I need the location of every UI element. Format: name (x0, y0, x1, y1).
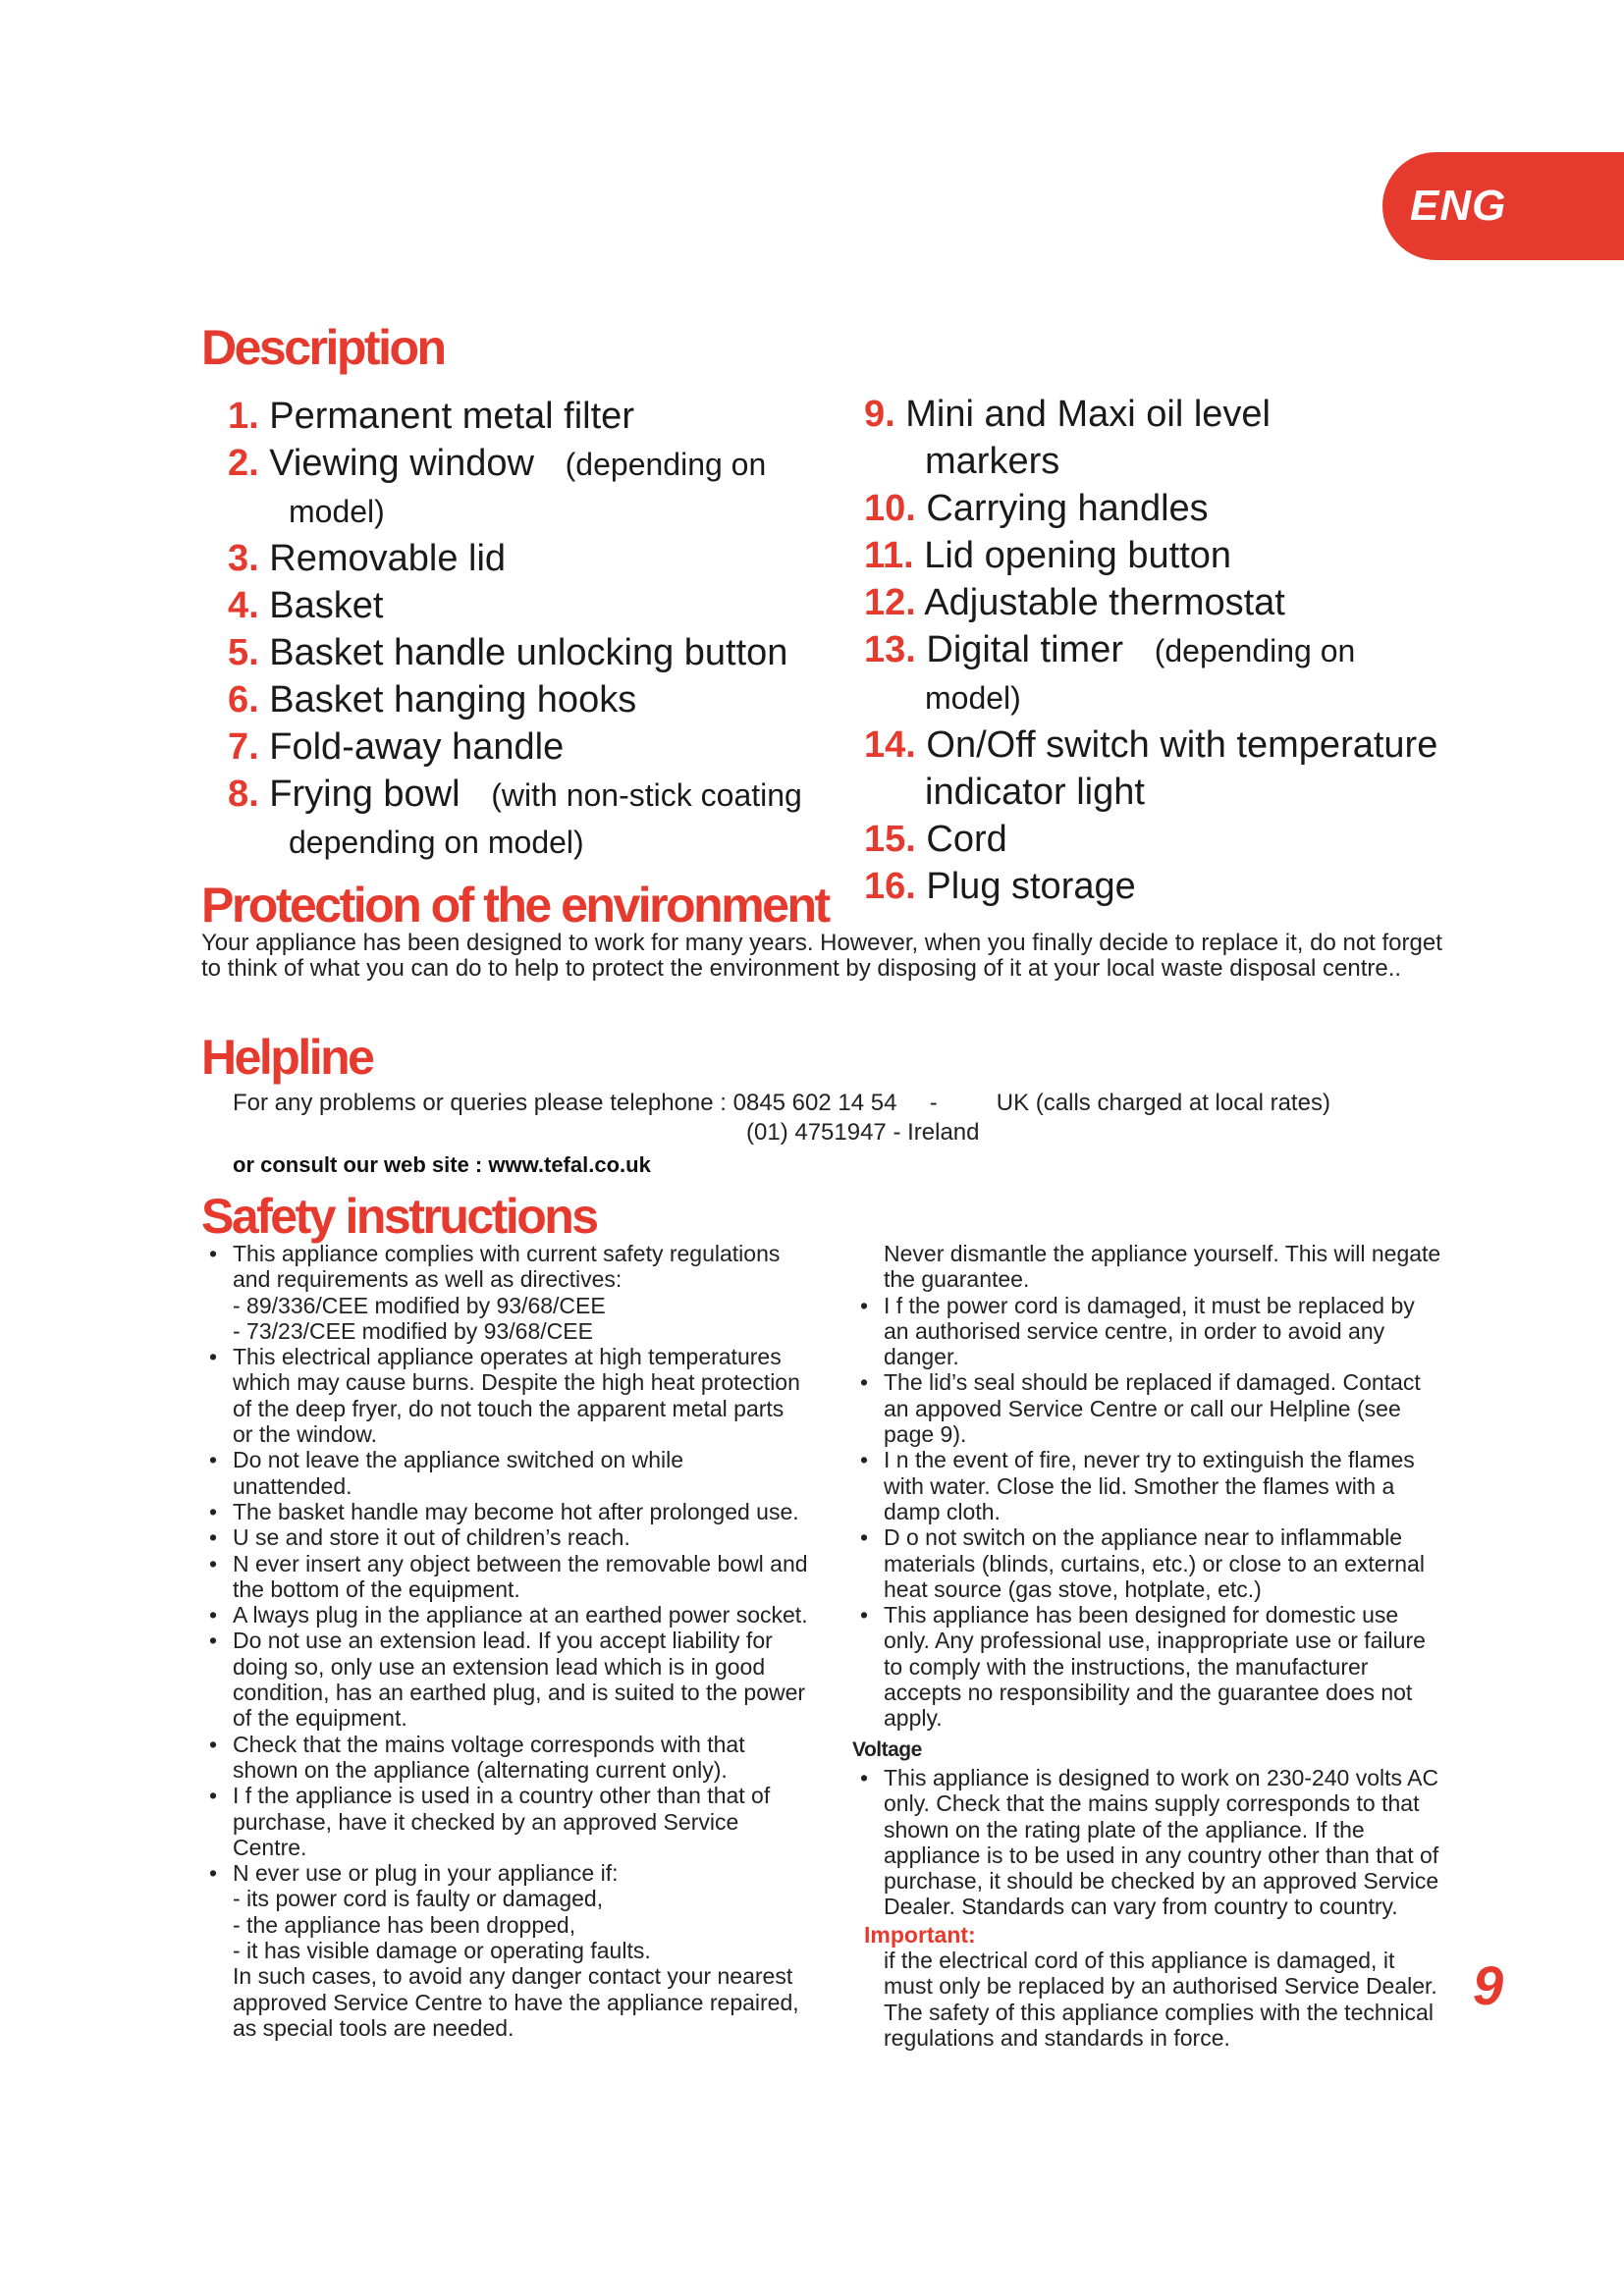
list-item: • I f the power cord is damaged, it must be replaced by an authorised service centre, in order to avoid any danger. (852, 1293, 1441, 1370)
list-item: 6. Basket hanging hooks (228, 679, 637, 721)
environment-text: Your appliance has been designed to work for many years. However, when you finally decide to replace it, do not forget to think of what you can do to help to protect the environment by disposing of it at your local waste disposal centre.. (201, 930, 1442, 982)
helpline-website[interactable]: or consult our web site : www.tefal.co.uk (233, 1152, 651, 1177)
important-heading: Important: (864, 1921, 976, 1948)
list-item: 16. Plug storage (864, 866, 1136, 907)
voltage-heading: Voltage (852, 1737, 922, 1761)
description-list-left (228, 393, 802, 866)
list-item: • A lways plug in the appliance at an earthed power socket. (201, 1602, 808, 1628)
list-item: 13. Digital timer (depending on (864, 629, 1356, 670)
list-item: • The basket handle may become hot after prolonged use. (201, 1499, 808, 1524)
list-item: 7. Fold-away handle (228, 726, 565, 768)
list-item: • I f the appliance is used in a country other than that of purchase, have it checked by an approved Service Centre. (201, 1783, 808, 1860)
list-item: • Do not leave the appliance switched on while unattended. (201, 1447, 808, 1499)
list-item: • This appliance has been designed for domestic use only. Any professional use, inappropriate use or failure to comply with the instructions, the manufacturer accepts no responsibility and the guarantee does not apply. (852, 1602, 1441, 1731)
list-item: • This appliance is designed to work on 230-240 volts AC only. Check that the mains supply corresponds to that shown on the rating plate of the appliance. If the appliance is to be used in any country other than that of purchase, it should be checked by an approved Service Dealer. Standards can vary from country to country. (852, 1765, 1441, 1920)
safety-heading: Safety instructions (201, 1189, 597, 1244)
description-list-right (864, 391, 1437, 910)
list-item-continuation: model) (925, 680, 1021, 716)
language-tab (1382, 152, 1624, 260)
sub-item: - 73/23/CEE modified by 93/68/CEE (233, 1317, 593, 1344)
important-text: if the electrical cord of this appliance is damaged, it must only be replaced by an authorised Service Dealer. The safety of this appliance complies with the technical regulations and standards in force. (884, 1948, 1437, 2051)
page-number: 9 (1473, 1954, 1504, 2016)
list-item: 2. Viewing window (depending on (228, 443, 767, 484)
list-item: • Check that the mains voltage corresponds with that shown on the appliance (alternating current only). (201, 1732, 808, 1784)
list-item: • The lid’s seal should be replaced if damaged. Contact an appoved Service Centre or call our Helpline (see page 9). (852, 1369, 1441, 1447)
helpline-phone-ireland: (01) 4751947 - Ireland (746, 1119, 980, 1146)
list-item: • N ever use or plug in your appliance if: - its power cord is faulty or damaged, - the appliance has been dropped, - it has visible damage or operating faults. In such cases, to avoid any danger contact your nearest approved Service Centre to have the appliance repaired, as special tools are needed. (201, 1860, 808, 2041)
list-item: 4. Basket (228, 585, 384, 626)
list-item: 12. Adjustable thermostat (864, 582, 1285, 623)
safety-list-right (852, 1241, 1441, 2051)
sub-item: - it has visible damage or operating faults. (233, 1938, 651, 1964)
list-item-continuation: In such cases, to avoid any danger contact your nearest approved Service Centre to have the appliance repaired, as special tools are needed. (233, 1963, 799, 2041)
list-item: 15. Cord (864, 819, 1007, 860)
list-item: • D o not switch on the appliance near to inflammable materials (blinds, curtains, etc.) or close to an external heat source (gas stove, hotplate, etc.) (852, 1524, 1441, 1602)
sub-item: - 89/336/CEE modified by 93/68/CEE (233, 1292, 606, 1318)
helpline-heading: Helpline (201, 1030, 373, 1085)
list-item: • This appliance complies with current safety regulations and requirements as well as directives: - 89/336/CEE modified by 93/68/CEE - 73/23/CEE modified by 93/68/CEE (201, 1241, 808, 1344)
list-item: • I n the event of fire, never try to extinguish the flames with water. Close the lid. Smother the flames with a damp cloth. (852, 1447, 1441, 1524)
list-item: • N ever insert any object between the removable bowl and the bottom of the equipment. (201, 1551, 808, 1603)
list-item: 8. Frying bowl (with non-stick coating (228, 774, 802, 815)
list-item-continuation: markers (925, 441, 1060, 482)
list-item: • This electrical appliance operates at high temperatures which may cause burns. Despite the high heat protection of the deep fryer, do not touch the apparent metal parts or the window. (201, 1344, 808, 1447)
safety-list-left (201, 1241, 808, 2041)
language-label: ENG (1410, 182, 1507, 230)
list-item: • Do not use an extension lead. If you accept liability for doing so, only use an extension lead which is in good condition, has an earthed plug, and is suited to the power of the equipment. (201, 1628, 808, 1731)
list-item-continuation: model) (289, 494, 385, 529)
list-item: 1. Permanent metal filter (228, 396, 634, 437)
helpline-phone: For any problems or queries please telephone : 0845 602 14 54 - UK (calls charged at local rates) (233, 1090, 1330, 1116)
list-item: • U se and store it out of children’s reach. (201, 1524, 808, 1550)
list-item: 10. Carrying handles (864, 488, 1209, 529)
list-item-continuation: depending on model) (289, 825, 584, 860)
list-item: 11. Lid opening button (864, 535, 1232, 576)
environment-heading: Protection of the environment (201, 878, 829, 933)
list-item: 14. On/Off switch with temperature (864, 724, 1438, 766)
description-heading: Description (201, 320, 445, 375)
sub-item: - its power cord is faulty or damaged, (233, 1886, 604, 1912)
list-item: 3. Removable lid (228, 538, 507, 579)
list-item: 9. Mini and Maxi oil level (864, 394, 1271, 435)
list-item-continuation: indicator light (925, 772, 1145, 813)
sub-item: - the appliance has been dropped, (233, 1911, 576, 1938)
list-item: 5. Basket handle unlocking button (228, 632, 788, 673)
safety-intro-text: Never dismantle the appliance yourself. This will negate the guarantee. (884, 1241, 1441, 1293)
